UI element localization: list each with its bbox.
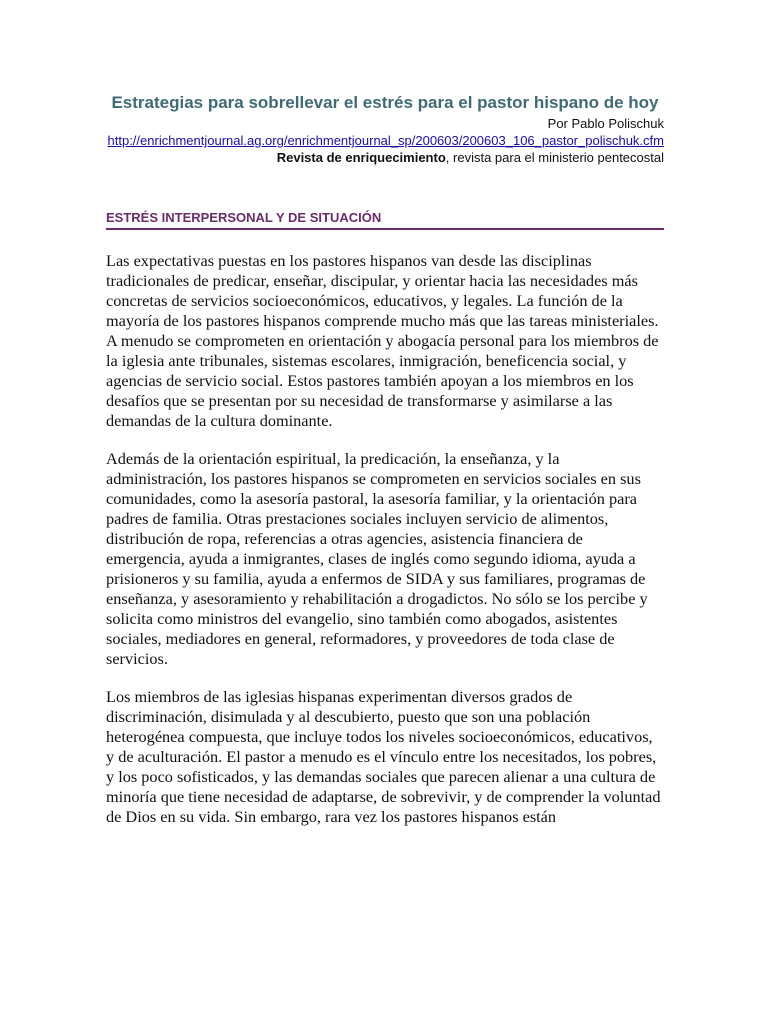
body-paragraph-2: Además de la orientación espiritual, la predicación, la enseñanza, y la administración, los pastores hispanos se comprometen en servicios sociales en sus comunidades, como la asesoría pastoral, la asesoría familiar, y la orientación para padres de familia. Otras prestaciones sociales incluyen servicio de alimentos, distribución de ropa, referencias a otras agencies, asistencia financiera de emergencia, ayuda a inmigrantes, clases de inglés como segundo idioma, ayuda a prisioneros y su familia, ayuda a enfermos de SIDA y sus familiares, programas de enseñanza, y asesoramiento y rehabilitación a drogadictos. No sólo se los percibe y solicita como ministros del evangelio, sino también como abogados, asistentes sociales, mediadores en general, reformadores, y proveedores de toda clase de servicios. — [106, 449, 648, 668]
article-title: Estrategias para sobrellevar el estrés para el pastor hispano de hoy — [111, 93, 659, 112]
journal-suffix: , revista para el ministerio pentecostal — [445, 150, 664, 165]
body-paragraph-1: Las expectativas puestas en los pastores hispanos van desde las disciplinas tradicionales de predicar, enseñar, discipular, y orientar hacia las necesidades más concretas de servicios socioeconómicos, educativos, y legales. La función de la mayoría de los pastores hispanos comprende mucho más que las tareas ministeriales. A menudo se comprometen en orientación y abogacía personal para los miembros de la iglesia ante tribunales, sistemas escolares, inmigración, beneficencia social, y agencias de servicio social. Estos pastores también apoyan a los miembros en los desafíos que se presentan por su necesidad de transformarse y asimilarse a las demandas de la cultura dominante. — [106, 251, 659, 430]
journal-name: Revista de enriquecimiento — [276, 150, 446, 165]
author-line: Por Pablo Polischuk — [547, 116, 664, 131]
document-page — [106, 0, 664, 827]
body-paragraph-3: Los miembros de las iglesias hispanas experimentan diversos grados de discriminación, disimulada y al descubierto, puesto que son una población heterogénea compuesta, que incluye todos los niveles socioeconómicos, educativos, y de aculturación. El pastor a menudo es el vínculo entre los necesitados, los pobres, y los poco sofisticados, y las demandas sociales que parecen alienar a una cultura de minoría que tiene necesidad de adaptarse, de sobrevivir, y de comprender la voluntad de Dios en su vida. Sin embargo, rara vez los pastores hispanos están — [106, 687, 661, 826]
source-link-line — [106, 132, 664, 149]
source-url-link[interactable]: http://enrichmentjournal.ag.org/enrichmentjournal_sp/200603/200603_106_pastor_polischuk.cfm — [107, 133, 664, 148]
journal-line — [106, 149, 664, 166]
section-heading: ESTRÉS INTERPERSONAL Y DE SITUACIÓN — [106, 209, 664, 230]
